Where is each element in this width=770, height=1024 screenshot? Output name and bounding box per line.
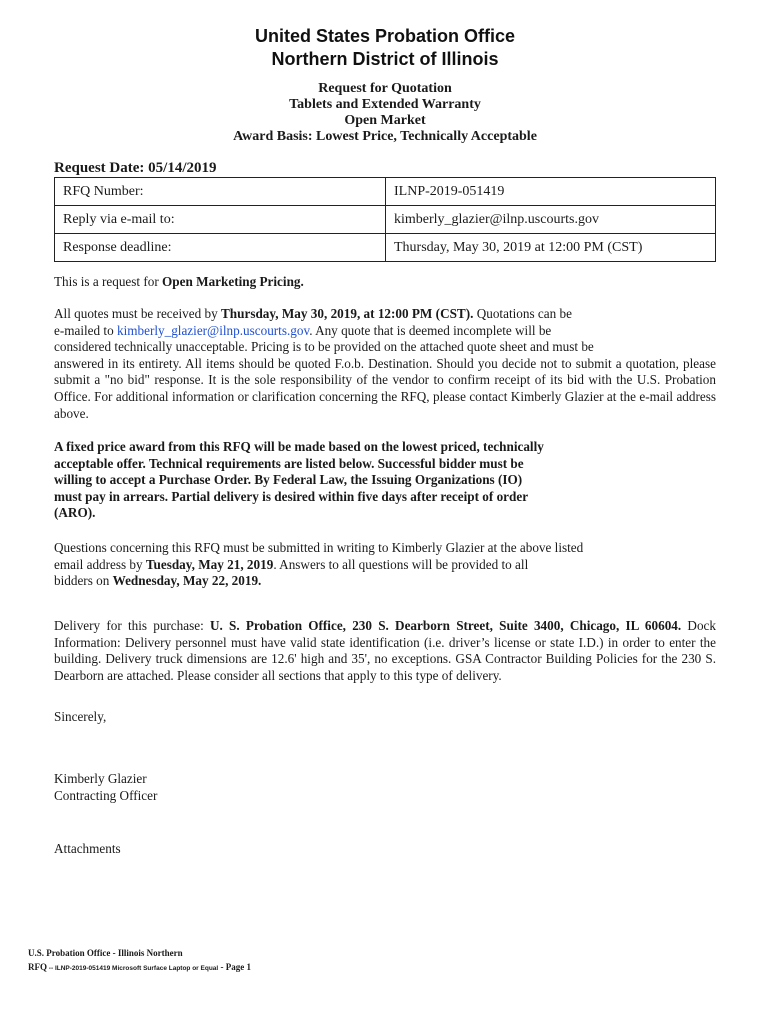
footer-office: U.S. Probation Office - Illinois Northern [28, 948, 183, 958]
attachments-label: Attachments [54, 841, 121, 856]
delivery-paragraph: Delivery for this purchase: U. S. Probation Office, 230 S. Dearborn Street, Suite 3400, Chicago, IL 60604. Dock Information: Delivery personnel must have valid state identification (i.e. driver’s license or state I.D.) in order to enter the building. Delivery truck dimensions are 12.6' high and 35', no exceptions. GSA Contractor Building Policies for the 230 S. Dearborn are attached. Please consider all sections that apply to this type of delivery. [54, 618, 716, 683]
award-paragraph: A fixed price award from this RFQ will be made based on the lowest priced, technically acceptable offer. Technical requirements are listed below. Successful bidder must be willing to accept a Purchase Order. By Federal Law, the Issuing Organizations (IO) must pay in arrears. Partial delivery is desired within five days after receipt of order (ARO). [54, 439, 544, 521]
reply-email-label: Reply via e-mail to: [55, 206, 386, 234]
questions-deadline: Tuesday, May 21, 2019 [145, 556, 274, 572]
district-title: Northern District of Illinois [271, 49, 499, 69]
signature-block [54, 771, 716, 804]
rfq-heading: Request for Quotation [318, 81, 452, 96]
rfq-info-table [54, 177, 716, 262]
closing: Sincerely, [54, 709, 107, 724]
deadline-label: Response deadline: [55, 234, 386, 262]
footer-rfq-line: RFQ -- ILNP-2019-051419 Microsoft Surface Laptop or Equal - Page 1 [28, 962, 251, 972]
questions-paragraph: Questions concerning this RFQ must be submitted in writing to Kimberly Glazier at the above listed email address by Tuesday, May 21, 2019. Answers to all questions will be provided to all bidders on Wednesday, May 22, 2019. [54, 540, 584, 589]
intro-paragraph: This is a request for Open Marketing Pricing. [54, 274, 304, 289]
award-basis-heading: Award Basis: Lowest Price, Technically Acceptable [233, 129, 537, 144]
rfq-number-label: RFQ Number: [55, 178, 386, 206]
item-heading: Tablets and Extended Warranty [289, 97, 481, 112]
table-row [55, 234, 716, 262]
signer-title: Contracting Officer [54, 787, 158, 803]
page-number: - Page 1 [218, 962, 251, 972]
request-date: Request Date: 05/14/2019 [54, 160, 217, 176]
email-link[interactable]: kimberly_glazier@ilnp.uscourts.gov [116, 322, 310, 338]
deadline-value: Thursday, May 30, 2019 at 12:00 PM (CST) [386, 234, 716, 262]
answers-date: Wednesday, May 22, 2019. [112, 573, 262, 589]
reply-email-value: kimberly_glazier@ilnp.uscourts.gov [386, 206, 716, 234]
table-row [55, 178, 716, 206]
signer-name: Kimberly Glazier [54, 771, 147, 786]
rfq-number-value: ILNP-2019-051419 [386, 178, 716, 206]
market-heading: Open Market [344, 113, 426, 128]
quotes-paragraph: All quotes must be received by Thursday, May 30, 2019, at 12:00 PM (CST). Quotations can be e-mailed to kimberly_glazier@ilnp.uscourts.gov. Any quote that is deemed incomplete will be considered technically unacceptable. Pricing is to be provided on the attached quote sheet and must be answered in its entirety. All items should be quoted F.o.b. Destination. Should you decide not to submit a quotation, please submit a "no bid" response. It is the sole responsibility of the vendor to confirm receipt of its bid with the U.S. Probation Office. For additional information or clarification concerning the RFQ, please contact Kimberly Glazier at the e-mail address above. [54, 306, 716, 421]
quote-deadline: Thursday, May 30, 2019, at 12:00 PM (CST). [221, 306, 474, 321]
table-row [55, 206, 716, 234]
delivery-address: U. S. Probation Office, 230 S. Dearborn Street, Suite 3400, Chicago, IL 60604. [209, 618, 682, 633]
office-title: United States Probation Office [254, 26, 516, 46]
